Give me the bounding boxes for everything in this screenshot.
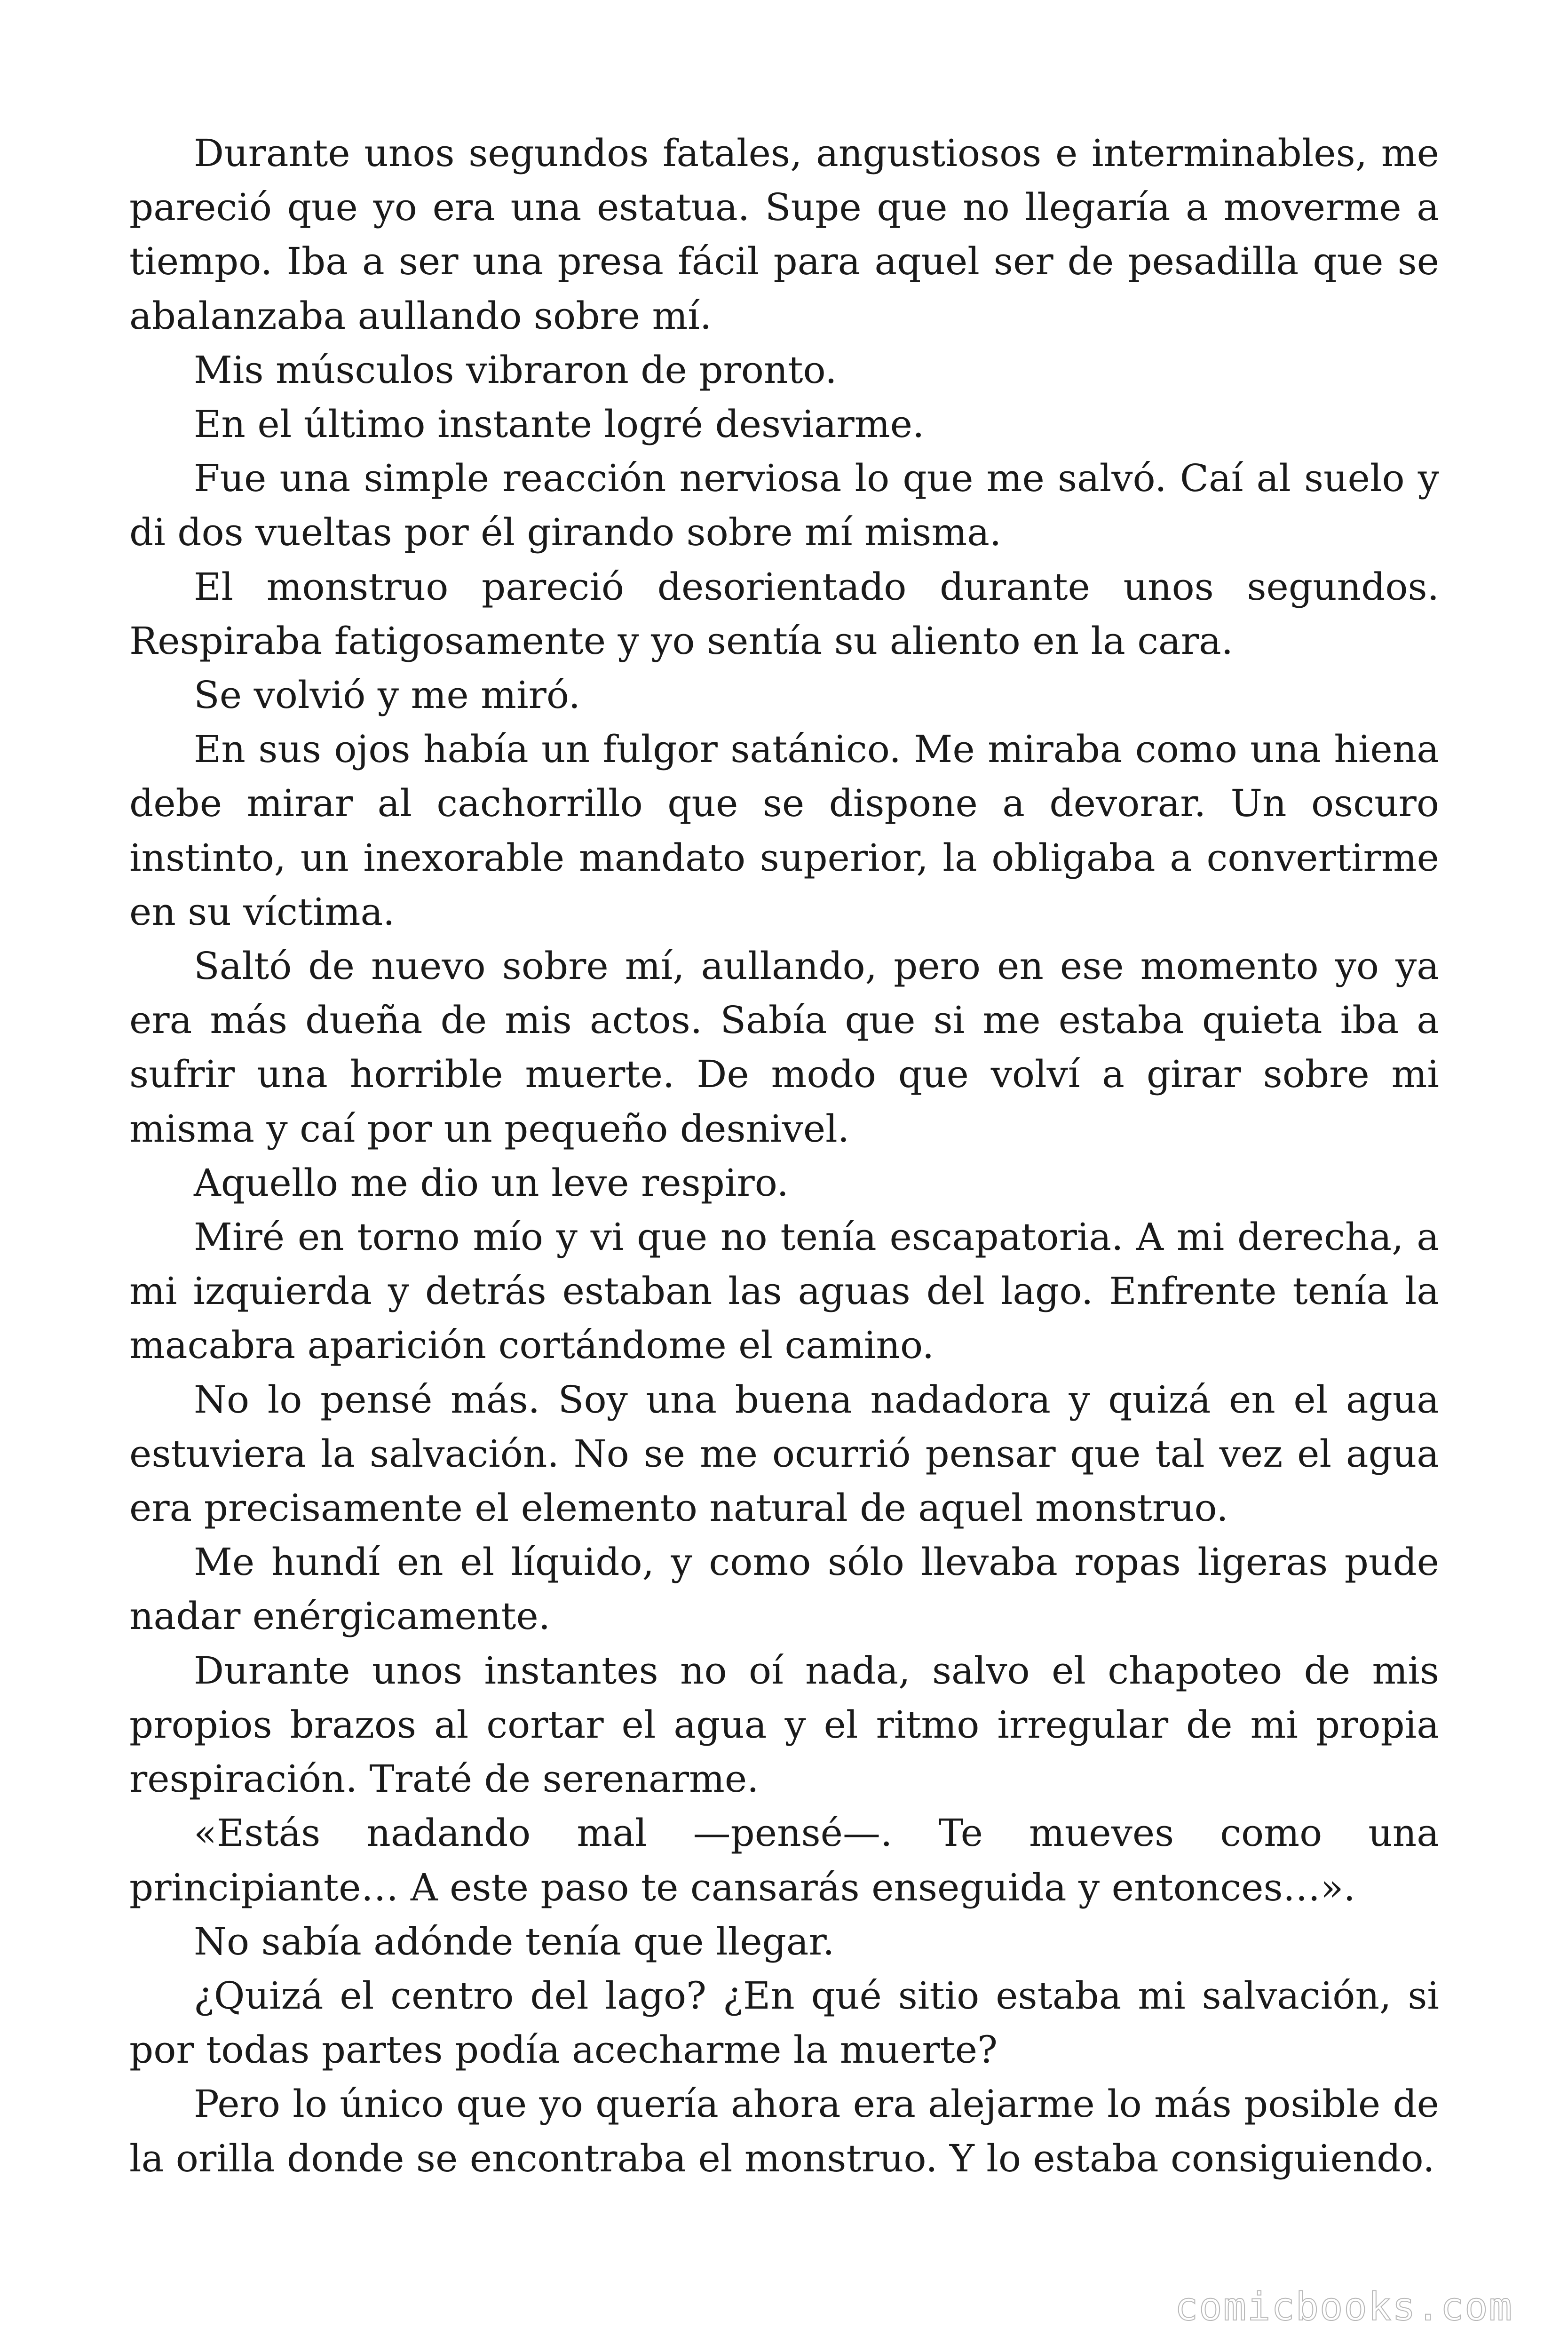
paragraph: Fue una simple reacción nerviosa lo que me salvó. Caí al suelo y di dos vueltas por él girando sobre mí misma. [129,456,1439,555]
body-text [129,126,1439,2185]
paragraph: Me hundí en el líquido, y como sólo llevaba ropas ligeras pude nadar enérgicamente. [129,1540,1439,1638]
paragraph: Saltó de nuevo sobre mí, aullando, pero en ese momento yo ya era más dueña de mis actos. Sabía que si me estaba quieta iba a sufrir una horrible muerte. De modo que volví a girar sobre mi misma y caí por un pequeño desnivel. [129,944,1439,1151]
paragraph: ¿Quizá el centro del lago? ¿En qué sitio estaba mi salvación, si por todas partes podía acecharme la muerte? [129,1973,1439,2072]
paragraph: Aquello me dio un leve respiro. [194,1160,789,1205]
paragraph: Durante unos instantes no oí nada, salvo el chapoteo de mis propios brazos al cortar el agua y el ritmo irregular de mi propia respiración. Traté de serenarme. [129,1648,1439,1801]
paragraph: No sabía adónde tenía que llegar. [194,1919,835,1963]
paragraph: En sus ojos había un fulgor satánico. Me miraba como una hiena debe mirar al cachorrillo que se dispone a devorar. Un oscuro instinto, un inexorable mandato superior, la obligaba a convertirme en su víctima. [129,727,1439,934]
paragraph: «Estás nadando mal —pensé—. Te mueves como una principiante… A este paso te cansarás enseguida y entonces…». [129,1811,1439,1909]
paragraph: Se volvió y me miró. [194,673,581,717]
watermark: comicbooks.com [1174,2285,1513,2329]
paragraph: El monstruo pareció desorientado durante unos segundos. Respiraba fatigosamente y yo sentía su aliento en la cara. [129,564,1439,663]
paragraph: Pero lo único que yo quería ahora era alejarme lo más posible de la orilla donde se encontraba el monstruo. Y lo estaba consiguiendo. [129,2082,1439,2180]
paragraph: En el último instante logré desviarme. [194,402,925,446]
paragraph: Miré en torno mío y vi que no tenía escapatoria. A mi derecha, a mi izquierda y detrás estaban las aguas del lago. Enfrente tenía la macabra aparición cortándome el camino. [129,1215,1439,1367]
paragraph: No lo pensé más. Soy una buena nadadora y quizá en el agua estuviera la salvación. No se me ocurrió pensar que tal vez el agua era precisamente el elemento natural de aquel monstruo. [129,1377,1439,1530]
paragraph: Mis músculos vibraron de pronto. [194,348,837,392]
paragraph: Durante unos segundos fatales, angustiosos e interminables, me pareció que yo era una estatua. Supe que no llegaría a moverme a tiempo. Iba a ser una presa fácil para aquel ser de pesadilla que se abalanzaba aullando sobre mí. [129,131,1439,338]
